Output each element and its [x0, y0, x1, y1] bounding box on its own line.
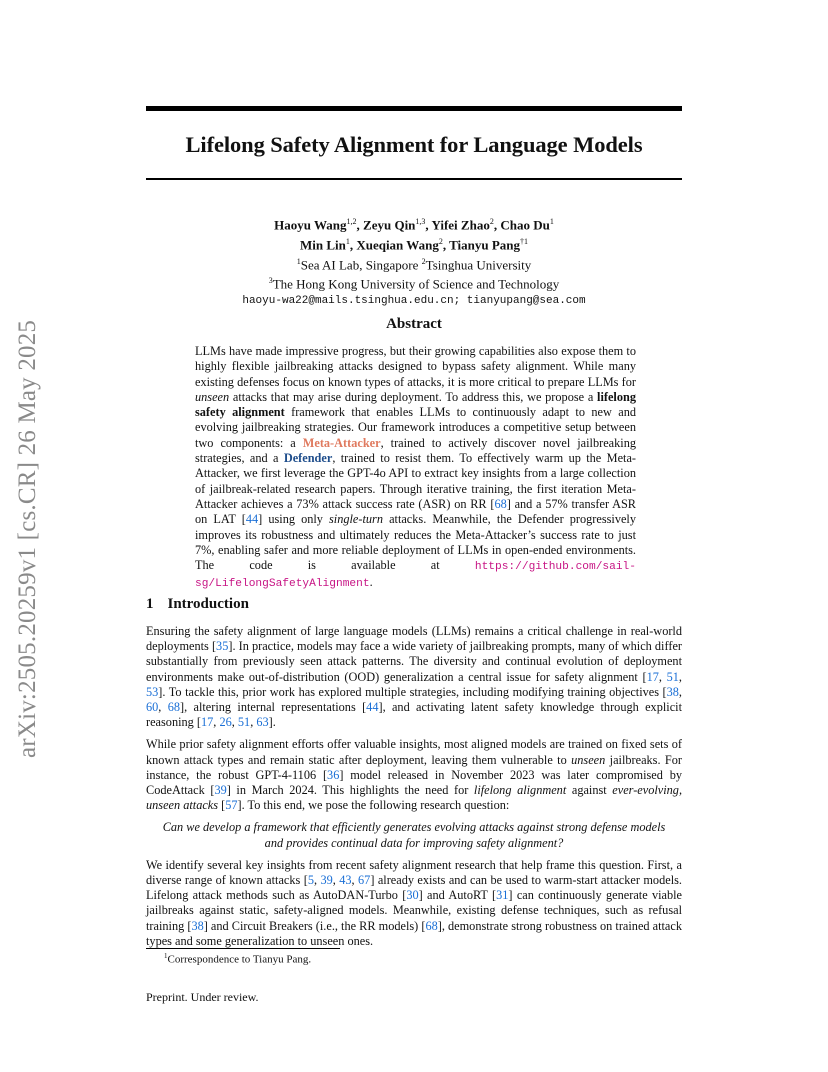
citation-link[interactable]: 5 [307, 873, 314, 888]
abstract-text: LLMs have made impressive progress, but their growing capabilities also expose them to highly flexible jailbreaking attacks designed to bypass safety alignment. While many existing defenses focus on known types of attacks, it is more critical to prepare LLMs for unseen attacks that may arise during deployment. To address this, we propose a lifelong safety alignment framework that enables LLMs to continuously adapt to new and evolving jailbreaking strategies. Our framework introduces a competitive setup between two components: a Meta-Attacker, trained to actively discover novel jailbreaking strategies, and a Defender, trained to resist them. To effectively warm up the Meta-Attacker, we first leverage the GPT-4o API to extract key insights from a large collection of jailbreak-related research papers. Through iterative training, the first iteration Meta-Attacker achieves a 73% attack success rate (ASR) on RR [68] and a 57% transfer ASR on LAT [44] using only single-turn attacks. Meanwhile, the Defender progressively improves its robustness and ultimately reduces the Meta-Attacker’s success rate to just 7%, enabling safer and more reliable deployment of LLMs in open-ended environments. The code is available at https://github.com/sail-sg/LifelongSafetyAlignment. [195, 344, 637, 591]
citation-link[interactable]: 67 [358, 873, 371, 888]
footnote-rule [146, 948, 340, 949]
citation-link[interactable]: 63 [256, 715, 269, 730]
paper-title: Lifelong Safety Alignment for Language Models [185, 132, 643, 157]
author-name: Chao Du [500, 217, 550, 233]
author-name: Yifei Zhao [431, 217, 490, 233]
author-affiliation-mark: 2 [438, 236, 443, 246]
section-heading [146, 596, 249, 613]
code-url-link[interactable]: https://github.com/sail-sg/LifelongSafetyAlignment [195, 561, 636, 591]
affiliation-line-2: $^3$The Hong Kong University of Science and Technology [268, 276, 560, 292]
author-affiliation-mark: 1 [549, 217, 554, 226]
citation-link[interactable]: 60 [146, 700, 159, 715]
author-affiliation-mark: 1 [345, 236, 350, 246]
citation-link[interactable]: 43 [339, 873, 352, 888]
citation-link[interactable]: 53 [146, 684, 159, 699]
paragraph: While prior safety alignment efforts offer valuable insights, most aligned models are trained on fixed sets of known attack types and remain static after deployment, leaving them vulnerable to unseen jailbreaks. For instance, the robust GPT-4-1106 [36] model released in November 2023 was later compromised by CodeAttack [39] in March 2024. This highlights the need for lifelong alignment against ever-evolving, unseen attacks [57]. To this end, we pose the following research question: [146, 737, 683, 813]
citation-link[interactable]: 39 [214, 783, 227, 798]
author-name: Min Lin [299, 237, 346, 253]
author-affiliation-mark: 2 [489, 217, 494, 226]
author-affiliation-mark: 1,2 [346, 217, 357, 226]
affiliation: Sea AI Lab, Singapore [300, 256, 419, 272]
preprint-note: Preprint. Under review. [146, 990, 259, 1004]
meta-attacker-term: Meta-Attacker [302, 435, 381, 450]
citation-link[interactable]: 44 [245, 512, 259, 527]
footnote: $^1$Correspondence to Tianyu Pang. [164, 952, 312, 966]
citation-link[interactable]: 17 [200, 715, 214, 730]
author-affiliation-mark: 1,3 [415, 217, 426, 226]
author-name: Zeyu Qin [363, 217, 416, 233]
paragraph: Ensuring the safety alignment of large language models (LLMs) remains a critical challenge in real-world deployments [35]. In practice, models may face a wide variety of jailbreaking prompts, many of which differ substantially from previously seen attack patterns. The diversity and continual evolution of deployment environments make out-of-distribution (OOD) generalization a central issue for safety alignment [17, 51, 53]. To tackle this, prior work has explored multiple strategies, including modifying training objectives [38, 60, 68], altering internal representations [44], and activating latent safety knowledge through explicit reasoning [17, 26, 51, 63]. [146, 624, 682, 730]
citation-link[interactable]: 30 [406, 888, 419, 903]
citation-link[interactable]: 44 [366, 700, 379, 715]
paragraph: We identify several key insights from recent safety alignment research that help frame this question. First, a diverse range of known attacks [5, 39, 43, 67] already exists and can be used to warm-start attacker models. Lifelong attack methods such as AutoDAN-Turbo [30] and AutoRT [31] can continuously generate viable jailbreaks against static, safety-aligned models. Meanwhile, existing defense techniques, such as refusal training [38] and Circuit Breakers (i.e., the RR models) [68], demonstrate strong robustness on trained attack types and some generalization to unseen ones. [146, 857, 682, 948]
citation-link[interactable]: 36 [327, 767, 340, 782]
citation-link[interactable]: 38 [666, 684, 679, 699]
author-name: Haoyu Wang [274, 217, 347, 233]
citation-link[interactable]: 38 [191, 918, 204, 933]
section-number: 1 [146, 596, 154, 612]
author-name: Xueqian Wang [356, 237, 439, 253]
citation-link[interactable]: 57 [225, 798, 238, 813]
affiliation: The Hong Kong University of Science and Technology [272, 276, 560, 292]
affiliation-line-1: $^1$Sea AI Lab, Singapore $^2$Tsinghua University [296, 256, 532, 272]
section-title: Introduction [167, 596, 249, 612]
title-top-rule [146, 106, 682, 111]
title-bottom-rule [146, 178, 682, 180]
citation-link[interactable]: 68 [167, 700, 181, 715]
arxiv-identifier: arXiv:2505.20259v1 [cs.CR] 26 May 2025 [14, 319, 41, 758]
authors-line-2: Min Lin$^1$, Xueqian Wang$^2$, Tianyu Pang$^{\dagger 1}$ [299, 236, 529, 253]
introduction-body [146, 624, 682, 956]
citation-link[interactable]: 51 [237, 715, 251, 730]
citation-link[interactable]: 68 [425, 918, 438, 933]
abstract-heading: Abstract [386, 316, 442, 332]
authors-line-1: Haoyu Wang$^{1,2}$, Zeyu Qin$^{1,3}$, Yifei Zhao$^2$, Chao Du$^1$ [274, 217, 554, 233]
citation-link[interactable]: 26 [219, 715, 232, 730]
citation-link[interactable]: 35 [216, 639, 229, 654]
research-question: Can we develop a framework that efficiently generates evolving attacks against strong defense models and provides continual data for improving safety alignment? [162, 820, 666, 850]
citation-link[interactable]: 68 [494, 496, 507, 511]
author-block [146, 214, 682, 310]
citation-link[interactable]: 39 [320, 873, 333, 888]
citation-link[interactable]: 51 [666, 669, 679, 684]
author-name: Tianyu Pang [449, 237, 521, 253]
citation-link[interactable]: 31 [496, 888, 509, 903]
author-emails: haoyu-wa22@mails.tsinghua.edu.cn; tianyupang@sea.com [242, 295, 586, 308]
affiliation: Tsinghua University [425, 256, 532, 272]
author-affiliation-mark: †1 [520, 236, 529, 246]
citation-link[interactable]: 17 [646, 669, 659, 684]
defender-term: Defender [283, 451, 333, 466]
